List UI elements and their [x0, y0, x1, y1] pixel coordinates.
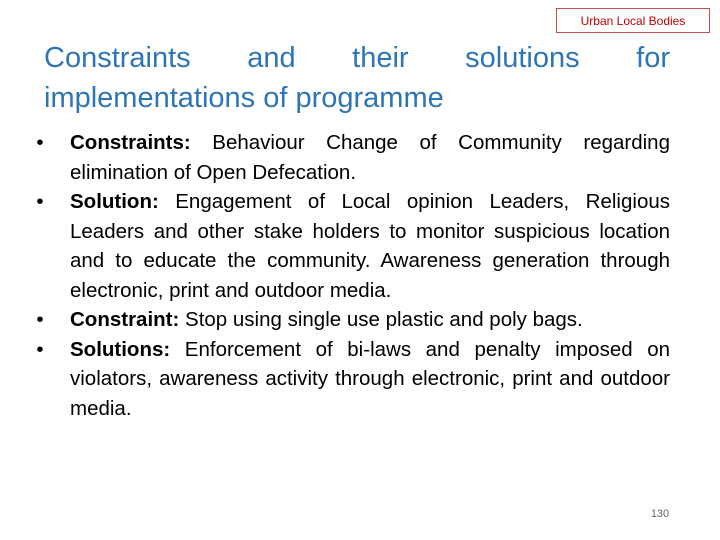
bullet-dot-icon: • [36, 190, 44, 213]
bullet-text: Behaviour Change of Community regarding elimination of Open Defecation. [70, 131, 670, 184]
bullet-text: Stop using single use plastic and poly bags. [179, 308, 583, 331]
bullet-text: Engagement of Local opinion Leaders, Religious Leaders and other stake holders to monitor suspicious location and to educate the community. Awareness generation through electronic, print and outdoor media. [70, 190, 670, 302]
bullet-item-solutions [30, 335, 670, 424]
bullet-label: Solution: [70, 190, 159, 213]
bullet-label: Constraint: [70, 308, 180, 331]
slide-title-line-1: Constraints and their solutions for [44, 42, 670, 74]
bullet-dot-icon: • [36, 308, 44, 331]
bullet-list [30, 128, 670, 423]
slide-title-line-2: implementations of programme [44, 82, 444, 114]
bullet-item-solution [30, 187, 670, 305]
bullet-dot-icon: • [36, 131, 44, 154]
slide-title [44, 38, 670, 118]
bullet-dot-icon: • [36, 337, 44, 361]
page-number: 130 [650, 508, 670, 520]
bullet-label: Constraints: [70, 131, 191, 154]
bullet-item-constraint [30, 305, 670, 335]
header-tag: Urban Local Bodies [556, 8, 710, 33]
bullet-item-constraints [30, 128, 670, 187]
bullet-text: Enforcement of bi-laws and penalty imposed on violators, awareness activity through electronic, print and outdoor media. [70, 337, 670, 420]
bullet-label: Solutions: [70, 337, 171, 361]
